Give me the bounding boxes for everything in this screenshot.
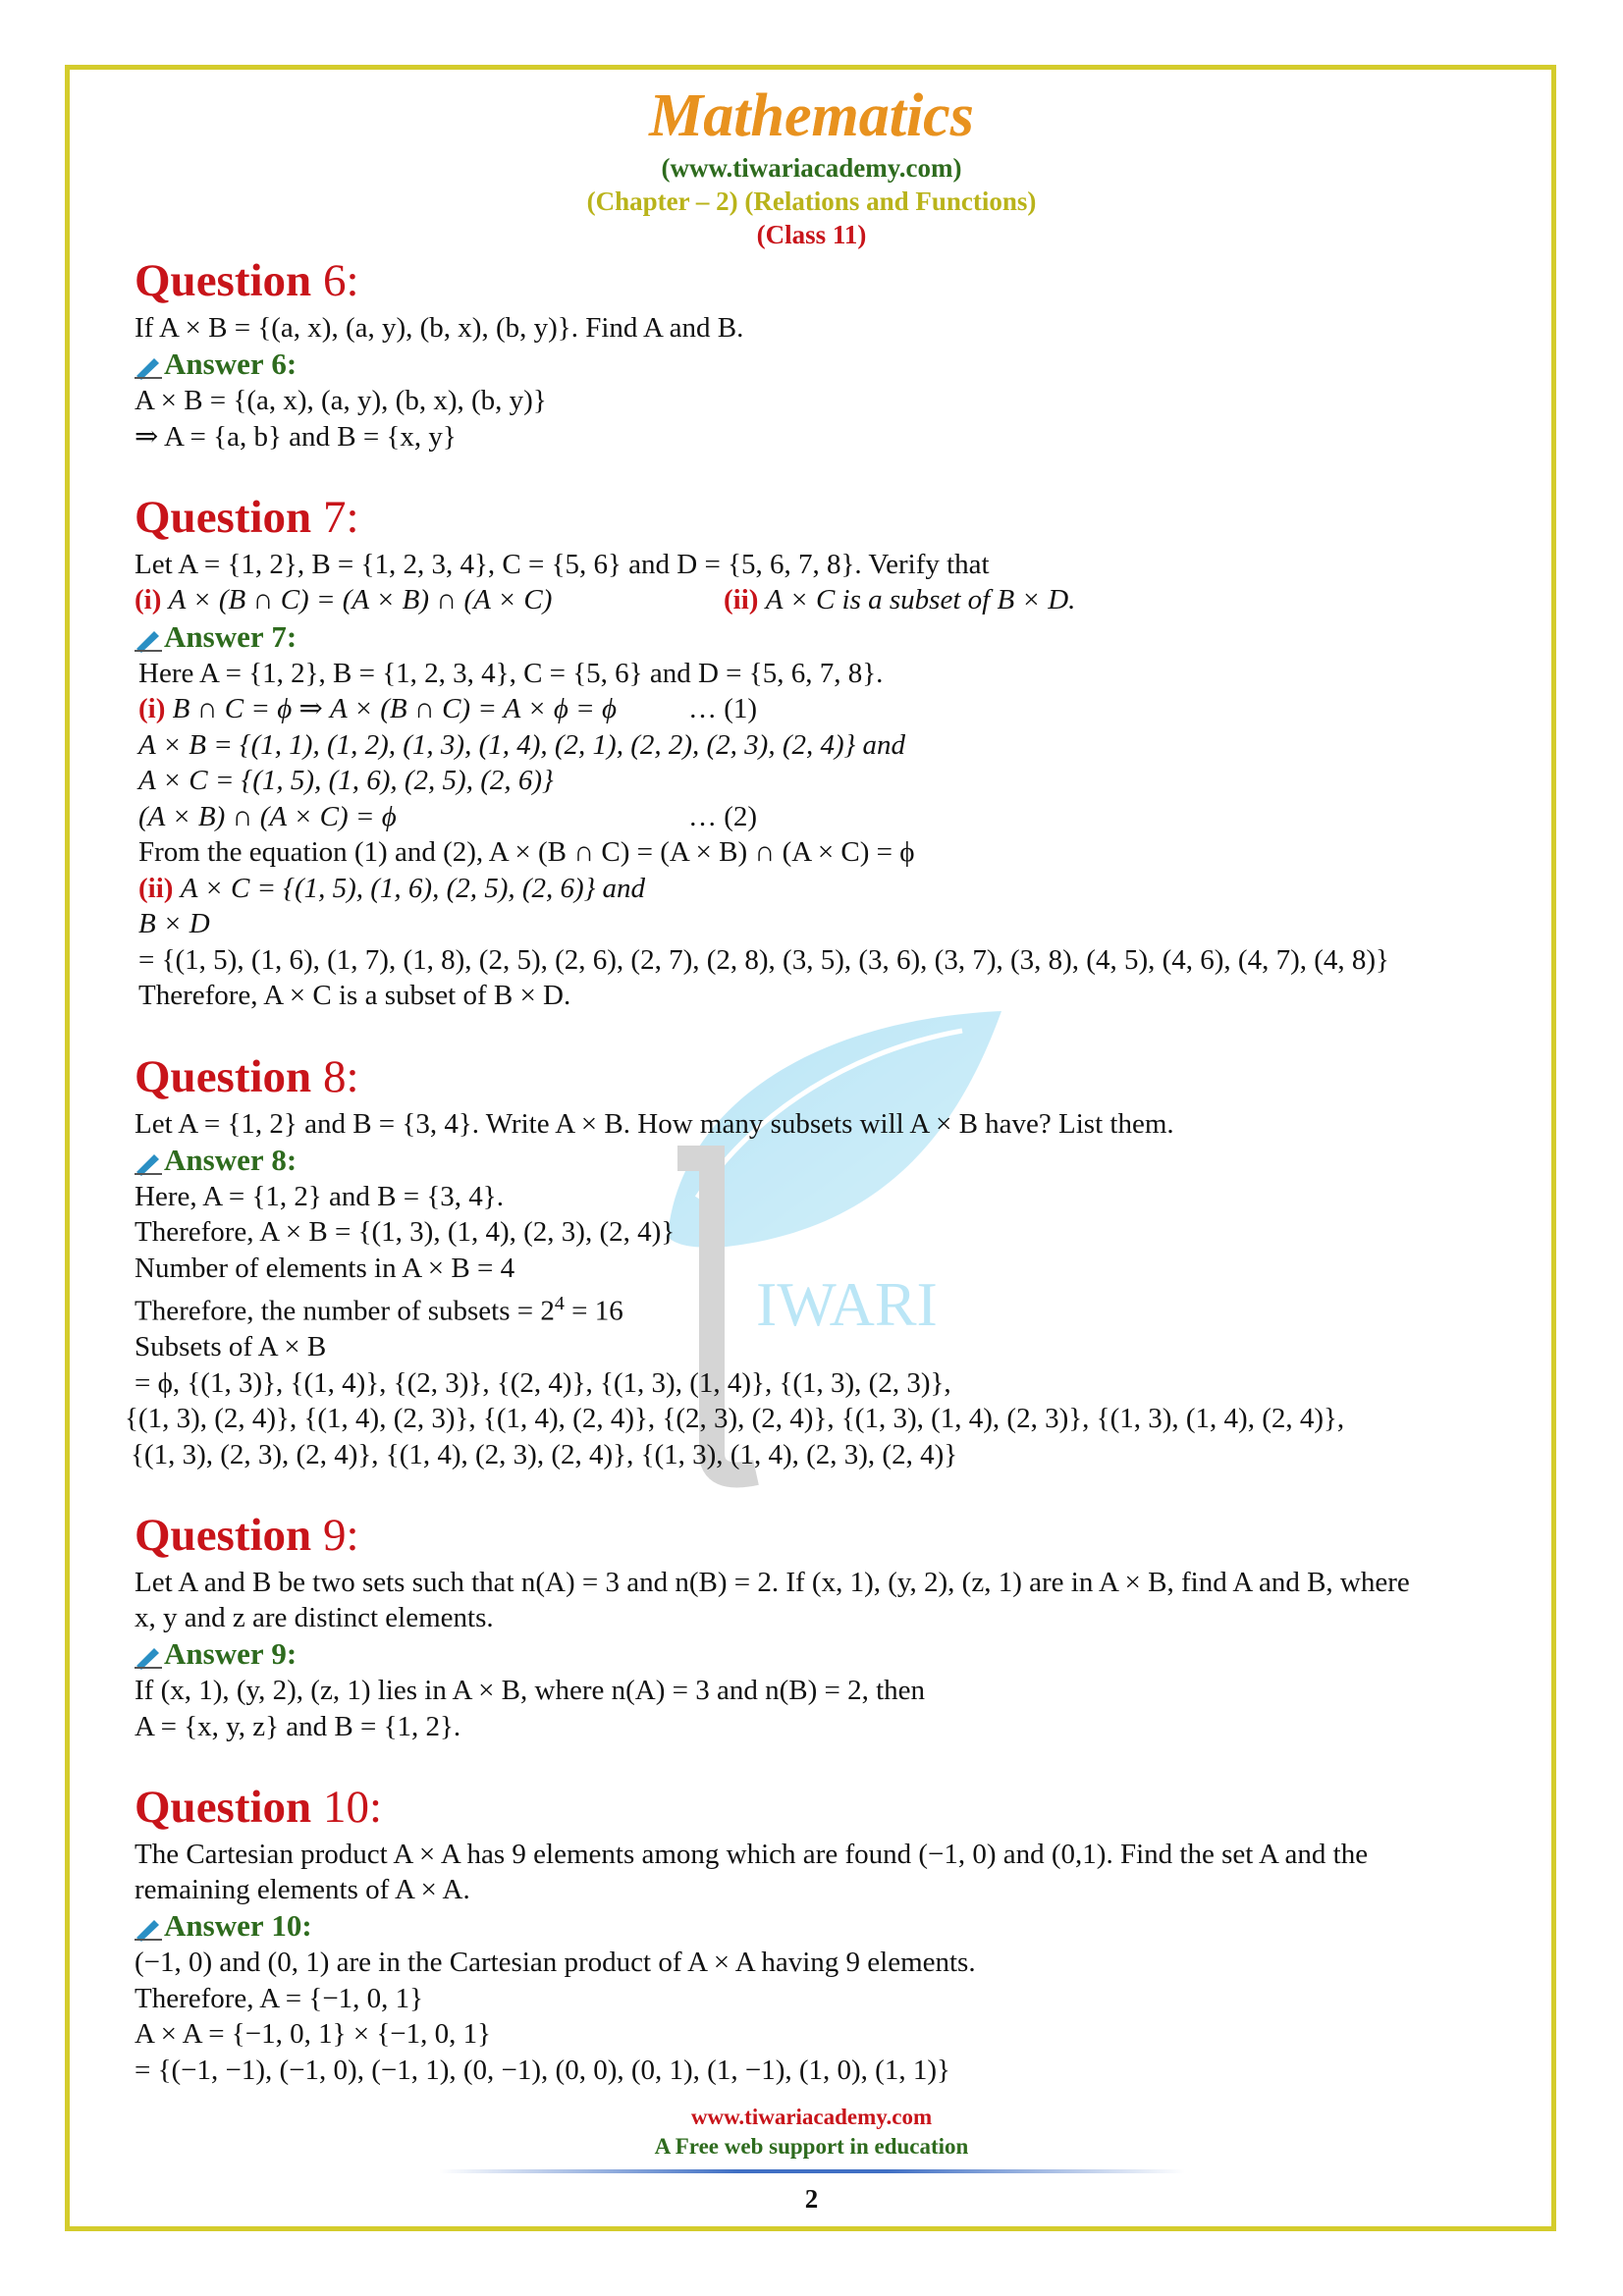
answer-pen-icon [135,1641,162,1667]
answer-line: Here A = {1, 2}, B = {1, 2, 3, 4}, C = {5, 6} and D = {5, 6, 7, 8}. [138,657,884,689]
answer-line: If (x, 1), (y, 2), (z, 1) lies in A × B, where n(A) = 3 and n(B) = 2, then [135,1675,926,1707]
answer-line: = ϕ, {(1, 3)}, {(1, 4)}, {(2, 3)}, {(2, 4)}, {(1, 3), (1, 4)}, {(1, 3), (2, 3)}, [135,1366,951,1399]
question-block-6 [135,251,1529,454]
answer-line: {(1, 3), (2, 3), (2, 4)}, {(1, 4), (2, 3), (2, 4)}, {(1, 3), (1, 4), (2, 3), (2, 4)} [131,1438,958,1470]
header-site: (www.tiwariacademy.com) [661,153,962,183]
answer-line: A × B = {(1, 1), (1, 2), (1, 3), (1, 4), (2, 1), (2, 2), (2, 3), (2, 4)} and [138,728,906,761]
answer-line: Therefore, the number of subsets = $2^4 = 16$ [135,1293,623,1327]
answer-line: A = {x, y, z} and B = {1, 2}. [135,1710,461,1742]
answer-pen-icon [135,351,162,377]
page-footer [0,2103,1623,2218]
question-text: If A × B = {(a, x), (a, y), (b, x), (b, y)}. Find A and B. [135,312,744,344]
answer-pen-icon [135,1913,162,1939]
question-block-9 [135,1506,1529,1744]
footer-tagline: A Free web support in education [654,2134,969,2159]
question-heading: Question 9: [135,1510,359,1562]
question-block-8 [125,1047,1529,1473]
question-heading: Question 6: [135,255,359,306]
answer-line: A × B = {(a, x), (a, y), (b, x), (b, y)} [135,385,547,416]
answer-line: (ii) A × C = {(1, 5), (1, 6), (2, 5), (2, 6)} and [138,872,646,904]
question-heading: Question 10: [135,1782,383,1834]
answer-line: Therefore, A × B = {(1, 3), (1, 4), (2, 3), (2, 4)} [135,1216,676,1248]
question-heading: Question 7: [135,492,359,543]
answer-heading: Answer 9: [135,1635,1529,1673]
answer-line: Number of elements in A × B = 4 [135,1252,515,1284]
watermark-text: IWARI [756,1269,938,1339]
question-block-7 [135,488,1529,1014]
answer-line: (i) B ∩ C = ϕ ⇒ A × (B ∩ C) = A × ϕ = ϕ … (1) [138,693,758,724]
answer-heading: Answer 6: [135,346,1529,383]
main-content [125,251,1529,2088]
question-text: Let A = {1, 2} and B = {3, 4}. Write A × B. How many subsets will A × B have? List them. [135,1107,1174,1140]
answer-line: = {(−1, −1), (−1, 0), (−1, 1), (0, −1), (0, 0), (0, 1), (1, −1), (1, 0), (1, 1)} [135,2054,950,2086]
footer-site-link[interactable]: www.tiwariacademy.com [690,2105,933,2129]
answer-line: (−1, 0) and (0, 1) are in the Cartesian product of A × A having 9 elements. [135,1947,976,1979]
answer-line: Subsets of A × B [135,1331,327,1363]
header-chapter: (Chapter – 2) (Relations and Functions) [586,187,1037,216]
page-title: Mathematics [0,80,1623,151]
answer-line: A × A = {−1, 0, 1} × {−1, 0, 1} [135,2018,492,2051]
answer-line: From the equation (1) and (2), A × (B ∩ C) = (A × B) ∩ (A × C) = ϕ [138,836,915,868]
answer-line: Therefore, A × C is a subset of B × D. [138,980,571,1011]
page-number: 2 [804,2184,819,2214]
header-class: (Class 11) [756,220,867,249]
question-text: remaining elements of A × A. [135,1874,470,1906]
question-block-10 [135,1778,1529,2088]
page-header [0,80,1623,251]
question-heading: Question 8: [135,1050,359,1102]
answer-line: B × D [138,908,210,939]
answer-heading: Answer 10: [135,1907,1529,1945]
answer-line: ⇒ A = {a, b} and B = {x, y} [135,420,457,453]
answer-heading: Answer 8: [135,1142,1529,1179]
question-text: The Cartesian product A × A has 9 elements among which are found (−1, 0) and (0,1). Find the set A and the [135,1839,1369,1871]
question-text: x, y and z are distinct elements. [135,1602,494,1634]
footer-divider [439,2169,1185,2173]
answer-pen-icon [135,624,162,650]
answer-heading: Answer 7: [135,618,1529,656]
answer-line: {(1, 3), (2, 4)}, {(1, 4), (2, 3)}, {(1, 4), (2, 4)}, {(2, 3), (2, 4)}, {(1, 3), (1, 4), (2, 3)}, {(1, 3), (1, 4), (2, 4)}, [125,1403,1345,1435]
question-text: Let A = {1, 2}, B = {1, 2, 3, 4}, C = {5, 6} and D = {5, 6, 7, 8}. Verify that [135,549,990,580]
question-parts: (i) A × (B ∩ C) = (A × B) ∩ (A × C) (ii) A × C is a subset of B × D. [135,584,1076,615]
question-text: Let A and B be two sets such that n(A) = 3 and n(B) = 2. If (x, 1), (y, 2), (z, 1) are in A × B, find A and B, where [135,1567,1410,1599]
answer-line: (A × B) ∩ (A × C) = ϕ … (2) [138,800,758,832]
answer-line: Here, A = {1, 2} and B = {3, 4}. [135,1180,504,1212]
answer-line: A × C = {(1, 5), (1, 6), (2, 5), (2, 6)} [138,765,554,796]
answer-pen-icon [135,1148,162,1173]
answer-line: Therefore, A = {−1, 0, 1} [135,1982,424,2014]
answer-line: = {(1, 5), (1, 6), (1, 7), (1, 8), (2, 5), (2, 6), (2, 7), (2, 8), (3, 5), (3, 6), (3, 7), (3, 8), (4, 5), (4, 6), (4, 7), (4, 8)} [138,943,1389,976]
